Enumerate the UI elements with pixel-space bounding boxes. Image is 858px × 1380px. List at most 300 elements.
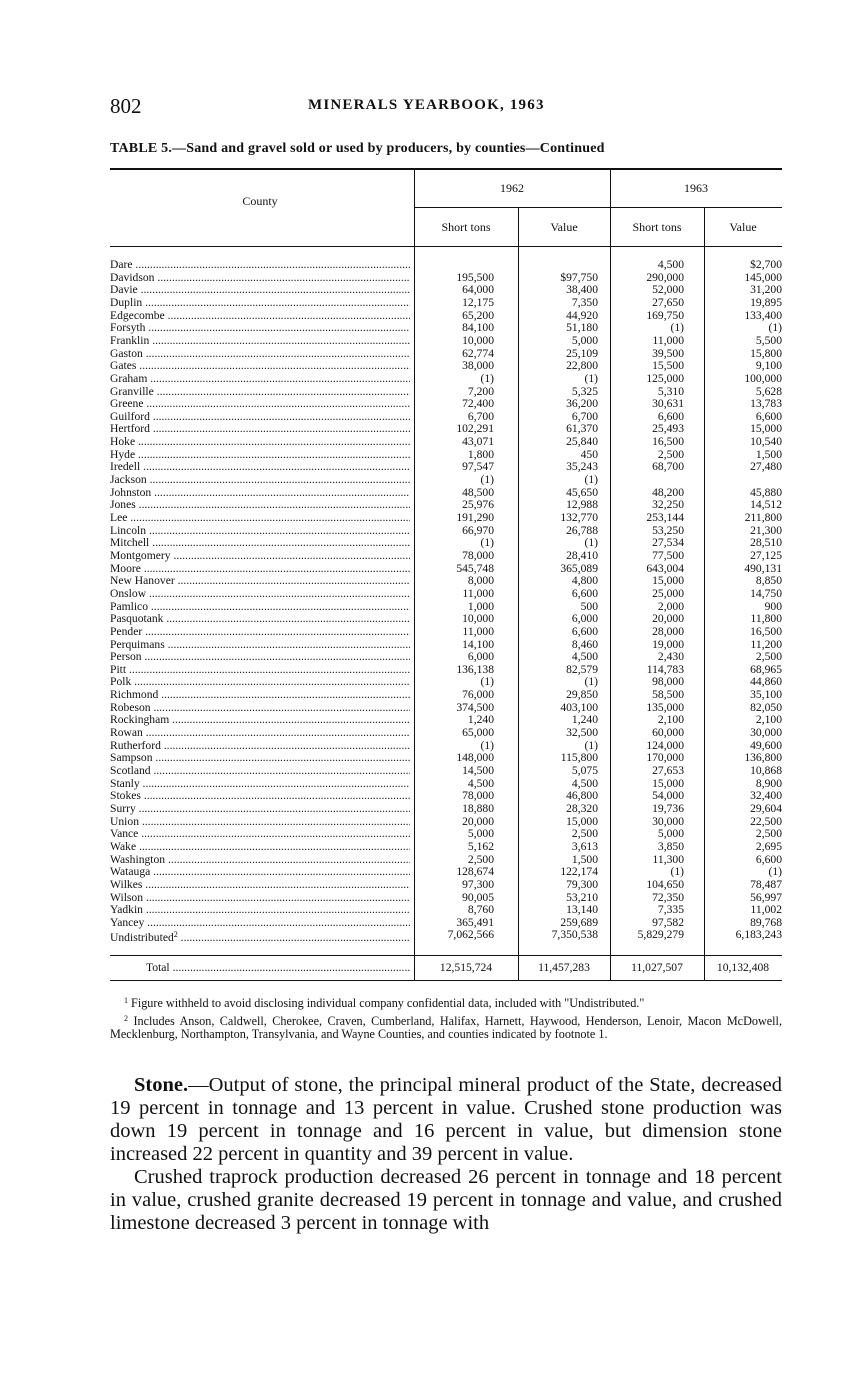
table-caption: TABLE 5.—Sand and gravel sold or used by producers, by counties—Continued: [110, 141, 605, 156]
total-value-1962: 11,457,283: [538, 961, 590, 974]
value-1963-cell: 27,125: [750, 548, 782, 562]
table-top-rule: [110, 168, 782, 170]
county-label: Rockingham: [110, 714, 170, 727]
short-tons-1962-cell: 11,000: [462, 586, 494, 600]
value-1962-cell: 1,500: [571, 852, 598, 866]
county-label: Stokes: [110, 790, 141, 803]
short-tons-1962-cell: 128,674: [456, 865, 494, 879]
short-tons-1963-cell: 39,500: [652, 346, 684, 360]
county-name: [110, 386, 410, 399]
value-1962-cell: 22,800: [566, 359, 598, 373]
short-tons-1963-cell: 5,829,279: [637, 928, 684, 942]
footnote-2: [110, 1012, 782, 1042]
value-1963-cell: 35,100: [750, 688, 782, 702]
county-name: [110, 866, 410, 879]
county-label: Washington: [110, 853, 166, 866]
short-tons-1963-cell: 19,736: [652, 801, 684, 815]
county-name: [110, 613, 410, 626]
value-1963-cell: 11,800: [750, 612, 782, 626]
value-1963-cell: 44,860: [750, 675, 782, 689]
short-tons-1962-cell: 6,000: [467, 650, 494, 664]
short-tons-1963-cell: 98,000: [652, 675, 684, 689]
col-header-1963: 1963: [684, 181, 708, 195]
county-label: Granville: [110, 385, 154, 398]
value-1962-cell: (1): [584, 738, 598, 752]
table-row: [110, 284, 782, 297]
total-label: Total .....: [146, 960, 410, 976]
short-tons-1962-cell: 1,240: [467, 713, 494, 727]
county-name: [110, 487, 410, 500]
value-1963-cell: 78,487: [750, 877, 782, 891]
value-1963-cell: 14,750: [750, 586, 782, 600]
short-tons-1963-cell: 52,000: [652, 283, 684, 297]
county-label: Jones: [110, 499, 136, 512]
total-value-1963: 10,132,408: [716, 961, 770, 974]
county-name: [110, 790, 410, 803]
year-rule: [414, 207, 782, 208]
value-1963-cell: 10,868: [750, 764, 782, 777]
value-1962-cell: 4,500: [571, 776, 598, 790]
county-name: [110, 537, 410, 550]
table-row: [110, 360, 782, 373]
value-1962-cell: 12,988: [566, 498, 598, 512]
county-name: [110, 284, 410, 297]
county-label: Mitchell: [110, 537, 150, 550]
value-1962-cell: 5,000: [571, 333, 598, 347]
county-label: Gaston: [110, 347, 143, 360]
table-row: [110, 322, 782, 335]
county-label: Pender: [110, 625, 143, 638]
short-tons-1962-cell: 7,062,566: [447, 928, 494, 942]
value-1962-cell: 6,700: [571, 409, 598, 423]
table-row: [110, 550, 782, 563]
short-tons-1962-cell: 136,138: [456, 662, 494, 676]
value-1963-cell: 8,850: [755, 574, 782, 588]
value-1963-cell: 21,300: [750, 523, 782, 537]
short-tons-1963-cell: 5,310: [657, 384, 684, 398]
footnote-1-mark: 1: [124, 996, 128, 1005]
short-tons-1962-cell: 1,000: [467, 599, 494, 613]
value-1962-cell: 3,613: [571, 839, 598, 853]
value-1963-cell: 100,000: [744, 371, 782, 385]
value-1963-cell: 14,512: [750, 498, 782, 512]
table-row: [110, 727, 782, 740]
county-name: [110, 752, 410, 765]
short-tons-1963-cell: 77,500: [652, 548, 684, 562]
short-tons-1963-cell: 30,000: [652, 814, 684, 828]
value-1963-cell: 2,500: [755, 827, 782, 841]
county-name: [110, 449, 410, 462]
county-name: [110, 373, 410, 386]
value-1962-cell: (1): [584, 371, 598, 385]
short-tons-1963-cell: 170,000: [646, 751, 684, 765]
value-1962-cell: 61,370: [566, 422, 598, 436]
short-tons-1962-cell: 1,800: [467, 447, 494, 461]
paragraph-stone: [110, 1074, 782, 1166]
county-label: Pamlico: [110, 600, 148, 613]
table-row: [110, 537, 782, 550]
value-1962-cell: 6,600: [571, 624, 598, 638]
county-name: [110, 563, 410, 576]
county-label: Watauga: [110, 866, 151, 879]
county-name: [110, 474, 410, 487]
county-name: [110, 702, 410, 715]
county-name: [110, 664, 410, 677]
footnote-2-mark: 2: [124, 1013, 128, 1023]
county-label: Richmond: [110, 689, 159, 702]
footnote-2-text: Includes Anson, Caldwell, Cherokee, Craven, Cumberland, Halifax, Harnett, Haywood, Henderson, Lenoir, Macon McDowell, Mecklenburg, Northampton, Transylvania, and Wayne Counties, and counties indicated by footnote 1.: [110, 1013, 782, 1041]
value-1962-cell: 15,000: [566, 814, 598, 828]
value-1963-cell: 11,002: [750, 903, 782, 917]
county-name: [110, 601, 410, 614]
county-label: Sampson: [110, 752, 153, 765]
short-tons-1963-cell: 58,500: [652, 688, 684, 702]
county-label: Dare: [110, 259, 133, 271]
value-1963-cell: 49,600: [750, 738, 782, 752]
county-name: [110, 322, 410, 335]
short-tons-1962-cell: 10,000: [462, 333, 494, 347]
county-label: Graham: [110, 372, 148, 385]
county-name: [110, 740, 410, 753]
short-tons-1963-cell: 169,750: [646, 308, 684, 322]
short-tons-1962-cell: 8,760: [467, 903, 494, 917]
short-tons-1962-cell: 62,774: [462, 346, 494, 360]
value-1963-cell: 15,000: [750, 422, 782, 436]
county-name: [110, 639, 410, 652]
county-label: Yancey: [110, 916, 145, 929]
county-label: Johnston: [110, 486, 152, 499]
short-tons-1962-cell: 97,300: [462, 877, 494, 891]
value-1963-cell: 5,500: [755, 333, 782, 347]
county-label: Greene: [110, 398, 144, 411]
county-label: Davidson: [110, 271, 155, 284]
short-tons-1963-cell: 290,000: [646, 270, 684, 284]
short-tons-1962-cell: 76,000: [462, 688, 494, 702]
table-row: [110, 689, 782, 702]
short-tons-1963-cell: 11,300: [652, 852, 684, 866]
short-tons-1963-cell: 68,700: [652, 460, 684, 474]
short-tons-1962-cell: 84,100: [462, 321, 494, 335]
col-header-value-1962: Value: [550, 220, 578, 234]
short-tons-1963-cell: 53,250: [652, 523, 684, 537]
county-name: [110, 714, 410, 727]
value-1962-cell: (1): [584, 536, 598, 550]
header-bottom-rule: [110, 246, 782, 247]
county-name: [110, 892, 410, 905]
short-tons-1963-cell: 15,500: [652, 359, 684, 373]
county-name: [110, 651, 410, 664]
value-1963-cell: 2,100: [755, 713, 782, 727]
sand-gravel-table: [110, 168, 782, 981]
short-tons-1963-cell: 15,000: [652, 574, 684, 588]
short-tons-1962-cell: 64,000: [462, 283, 494, 297]
county-name: [110, 854, 410, 867]
running-head: MINERALS YEARBOOK, 1963: [308, 97, 545, 113]
county-label: New Hanover: [110, 575, 175, 588]
county-name: [110, 765, 410, 778]
short-tons-1962-cell: 65,200: [462, 308, 494, 322]
value-1962-cell: 4,500: [571, 650, 598, 664]
table-row: [110, 398, 782, 411]
short-tons-1962-cell: (1): [480, 473, 494, 487]
value-1963-cell: 45,880: [750, 485, 782, 499]
value-1962-cell: 51,180: [566, 321, 598, 335]
short-tons-1963-cell: 11,000: [652, 333, 684, 347]
county-label: Rutherford: [110, 739, 161, 752]
value-1963-cell: 28,510: [750, 536, 782, 550]
county-label: Scotland: [110, 765, 151, 777]
footnotes: [110, 994, 782, 1043]
short-tons-1962-cell: 43,071: [462, 435, 494, 449]
value-1962-cell: (1): [584, 473, 598, 487]
col-header-short-tons-1962: Short tons: [441, 220, 491, 234]
county-name: [110, 917, 410, 930]
short-tons-1963-cell: 3,850: [657, 839, 684, 853]
value-1963-cell: 1,500: [755, 447, 782, 461]
value-1962-cell: 53,210: [566, 890, 598, 904]
value-1963-cell: 145,000: [744, 270, 782, 284]
value-1963-cell: 211,800: [744, 511, 782, 524]
value-1962-cell: 32,500: [566, 726, 598, 740]
value-1963-cell: 16,500: [750, 624, 782, 638]
county-label: Lee: [110, 512, 128, 524]
short-tons-1963-cell: 72,350: [652, 890, 684, 904]
value-1962-cell: 365,089: [560, 561, 598, 575]
county-label: Jackson: [110, 474, 147, 487]
table-row: [110, 512, 782, 525]
table-row: [110, 866, 782, 879]
county-name: [110, 297, 410, 310]
value-1962-cell: 115,800: [560, 751, 598, 765]
table-row: [110, 828, 782, 841]
paragraph-crushed: Crushed traprock production decreased 26 percent in tonnage and 18 percent in value, crushed granite decreased 19 percent in tonnage and value, and crushed limestone decreased 3 percent in tonnage with: [110, 1166, 782, 1234]
short-tons-1962-cell: 12,175: [462, 295, 494, 309]
short-tons-1962-cell: 7,200: [467, 384, 494, 398]
county-label: Robeson: [110, 701, 151, 714]
short-tons-1962-cell: (1): [480, 675, 494, 689]
short-tons-1963-cell: 30,631: [652, 397, 684, 411]
short-tons-1962-cell: 97,547: [462, 460, 494, 474]
short-tons-1962-cell: 48,500: [462, 485, 494, 499]
footnote-1-text: Figure withheld to avoid disclosing individual company confidential data, included with "Undistributed.": [131, 996, 645, 1010]
county-name: [110, 259, 410, 272]
county-label: Yadkin: [110, 904, 143, 917]
value-1963-cell: 31,200: [750, 283, 782, 297]
value-1963-cell: (1): [768, 865, 782, 879]
col-header-short-tons-1963: Short tons: [632, 220, 682, 234]
value-1963-cell: 11,200: [750, 637, 782, 651]
value-1963-cell: 6,183,243: [735, 928, 782, 942]
short-tons-1963-cell: 97,582: [652, 915, 684, 929]
value-1963-cell: $2,700: [750, 258, 782, 271]
value-1963-cell: 68,965: [750, 662, 782, 676]
short-tons-1963-cell: 32,250: [652, 498, 684, 512]
short-tons-1963-cell: 25,493: [652, 422, 684, 436]
county-label: Person: [110, 651, 142, 664]
short-tons-1962-cell: 14,100: [462, 637, 494, 651]
value-1962-cell: 82,579: [566, 662, 598, 676]
value-1962-cell: 500: [580, 599, 598, 613]
short-tons-1963-cell: 20,000: [652, 612, 684, 626]
value-1963-cell: 56,997: [750, 890, 782, 904]
value-1962-cell: 7,350,538: [551, 928, 598, 942]
county-label: Wilson: [110, 891, 144, 904]
county-name: [110, 272, 410, 285]
value-1962-cell: 28,320: [566, 801, 598, 815]
county-name: [110, 335, 410, 348]
short-tons-1962-cell: 78,000: [462, 789, 494, 803]
county-label: Wake: [110, 840, 137, 853]
short-tons-1962-cell: (1): [480, 536, 494, 550]
table-row: [110, 297, 782, 310]
short-tons-1963-cell: 16,500: [652, 435, 684, 449]
county-name: [110, 879, 410, 892]
county-label: Pasquotank: [110, 613, 164, 626]
table-row: [110, 904, 782, 917]
col-header-county: County: [242, 194, 278, 208]
value-1962-cell: 44,920: [566, 308, 598, 322]
value-1962-cell: 122,174: [560, 865, 598, 879]
col-header-value-1963: Value: [729, 220, 757, 234]
value-1962-cell: 35,243: [566, 460, 598, 474]
short-tons-1962-cell: 90,005: [462, 890, 494, 904]
table-row: [110, 928, 782, 945]
value-1962-cell: 13,140: [566, 903, 598, 917]
county-name: [110, 828, 410, 841]
table-row: [110, 588, 782, 601]
value-1963-cell: 10,540: [750, 435, 782, 449]
county-label: Hyde: [110, 448, 136, 461]
value-1962-cell: 1,240: [571, 713, 598, 727]
value-1963-cell: 2,500: [755, 650, 782, 664]
value-1962-cell: 26,788: [566, 523, 598, 537]
table-row: [110, 790, 782, 803]
value-1963-cell: 22,500: [750, 814, 782, 828]
value-1962-cell: 4,800: [571, 574, 598, 588]
value-1963-cell: 136,800: [744, 751, 782, 765]
table-row: [110, 879, 782, 892]
short-tons-1963-cell: 135,000: [646, 700, 684, 714]
county-name: [110, 575, 410, 588]
short-tons-1962-cell: 66,970: [462, 523, 494, 537]
value-1962-cell: 6,600: [571, 586, 598, 600]
county-label: Wilkes: [110, 878, 143, 891]
county-label: Davie: [110, 284, 138, 297]
value-1963-cell: 82,050: [750, 700, 782, 714]
county-label: Duplin: [110, 296, 143, 309]
value-1962-cell: 46,800: [566, 789, 598, 803]
county-name: [110, 904, 410, 917]
table-row: [110, 436, 782, 449]
value-1962-cell: 29,850: [566, 688, 598, 702]
value-1962-cell: 25,840: [566, 435, 598, 449]
county-name: [110, 310, 410, 323]
county-label: Iredell: [110, 461, 141, 474]
paragraph-stone-text: —Output of stone, the principal mineral product of the State, decreased 19 percent in tonnage and 13 percent in value. Crushed stone production was down 19 percent in tonnage and 16 percent in value, but dimension stone increased 22 percent in quantity and 39 percent in value.: [110, 1074, 782, 1165]
county-label: Vance: [110, 828, 139, 841]
short-tons-1963-cell: 7,335: [657, 903, 684, 917]
value-1962-cell: 5,075: [571, 764, 598, 777]
county-label: Guilford: [110, 410, 150, 423]
county-label: Franklin: [110, 334, 150, 347]
value-1963-cell: 6,600: [755, 852, 782, 866]
value-1963-cell: 5,628: [755, 384, 782, 398]
short-tons-1962-cell: 65,000: [462, 726, 494, 740]
value-1963-cell: 900: [764, 599, 782, 613]
value-1963-cell: 2,695: [755, 839, 782, 853]
county-label: Forsyth: [110, 322, 146, 335]
value-1963-cell: 19,895: [750, 295, 782, 309]
table-row: [110, 335, 782, 348]
county-name: [110, 411, 410, 424]
county-name: [110, 398, 410, 411]
table-row: [110, 803, 782, 816]
county-name: [110, 778, 410, 791]
value-1963-cell: 30,000: [750, 726, 782, 740]
county-name: [110, 348, 410, 361]
short-tons-1963-cell: 253,144: [646, 511, 684, 524]
county-label: Hertford: [110, 423, 150, 436]
table-row: [110, 575, 782, 588]
short-tons-1963-cell: 19,000: [652, 637, 684, 651]
value-1962-cell: 45,650: [566, 485, 598, 499]
short-tons-1963-cell: 25,000: [652, 586, 684, 600]
short-tons-1962-cell: 10,000: [462, 612, 494, 626]
table-row: [110, 841, 782, 854]
short-tons-1962-cell: 195,500: [456, 270, 494, 284]
value-1963-cell: 29,604: [750, 801, 782, 815]
value-1962-cell: 259,689: [560, 915, 598, 929]
short-tons-1963-cell: 124,000: [646, 738, 684, 752]
short-tons-1962-cell: (1): [480, 371, 494, 385]
short-tons-1962-cell: 38,000: [462, 359, 494, 373]
value-1962-cell: (1): [584, 675, 598, 689]
short-tons-1962-cell: 148,000: [456, 751, 494, 765]
county-label: Polk: [110, 676, 132, 689]
county-label: Montgomery: [110, 549, 171, 562]
county-name: [110, 816, 410, 829]
short-tons-1963-cell: 28,000: [652, 624, 684, 638]
short-tons-1963-cell: 643,004: [646, 561, 684, 575]
county-name: [110, 499, 410, 512]
table-row: [110, 474, 782, 487]
table-row: [110, 651, 782, 664]
value-1963-cell: 13,783: [750, 397, 782, 411]
value-1962-cell: 38,400: [566, 283, 598, 297]
value-1962-cell: 132,770: [560, 511, 598, 524]
value-1963-cell: 32,400: [750, 789, 782, 803]
short-tons-1963-cell: (1): [670, 321, 684, 335]
value-1962-cell: 403,100: [560, 700, 598, 714]
county-label: Edgecombe: [110, 309, 165, 322]
table-row: [110, 259, 782, 272]
table-bottom-rule: [110, 980, 782, 981]
short-tons-1962-cell: 72,400: [462, 397, 494, 411]
short-tons-1962-cell: 20,000: [462, 814, 494, 828]
county-name: [110, 727, 410, 740]
county-label: Lincoln: [110, 524, 147, 537]
value-1962-cell: 25,109: [566, 346, 598, 360]
short-tons-1962-cell: 191,290: [456, 511, 494, 524]
county-name: [110, 626, 410, 639]
page-header: [110, 94, 782, 120]
value-1963-cell: 89,768: [750, 915, 782, 929]
body-text: [110, 1074, 782, 1235]
county-label: Perquimans: [110, 638, 165, 651]
value-1962-cell: 79,300: [566, 877, 598, 891]
county-name: [110, 689, 410, 702]
value-1963-cell: 6,600: [755, 409, 782, 423]
